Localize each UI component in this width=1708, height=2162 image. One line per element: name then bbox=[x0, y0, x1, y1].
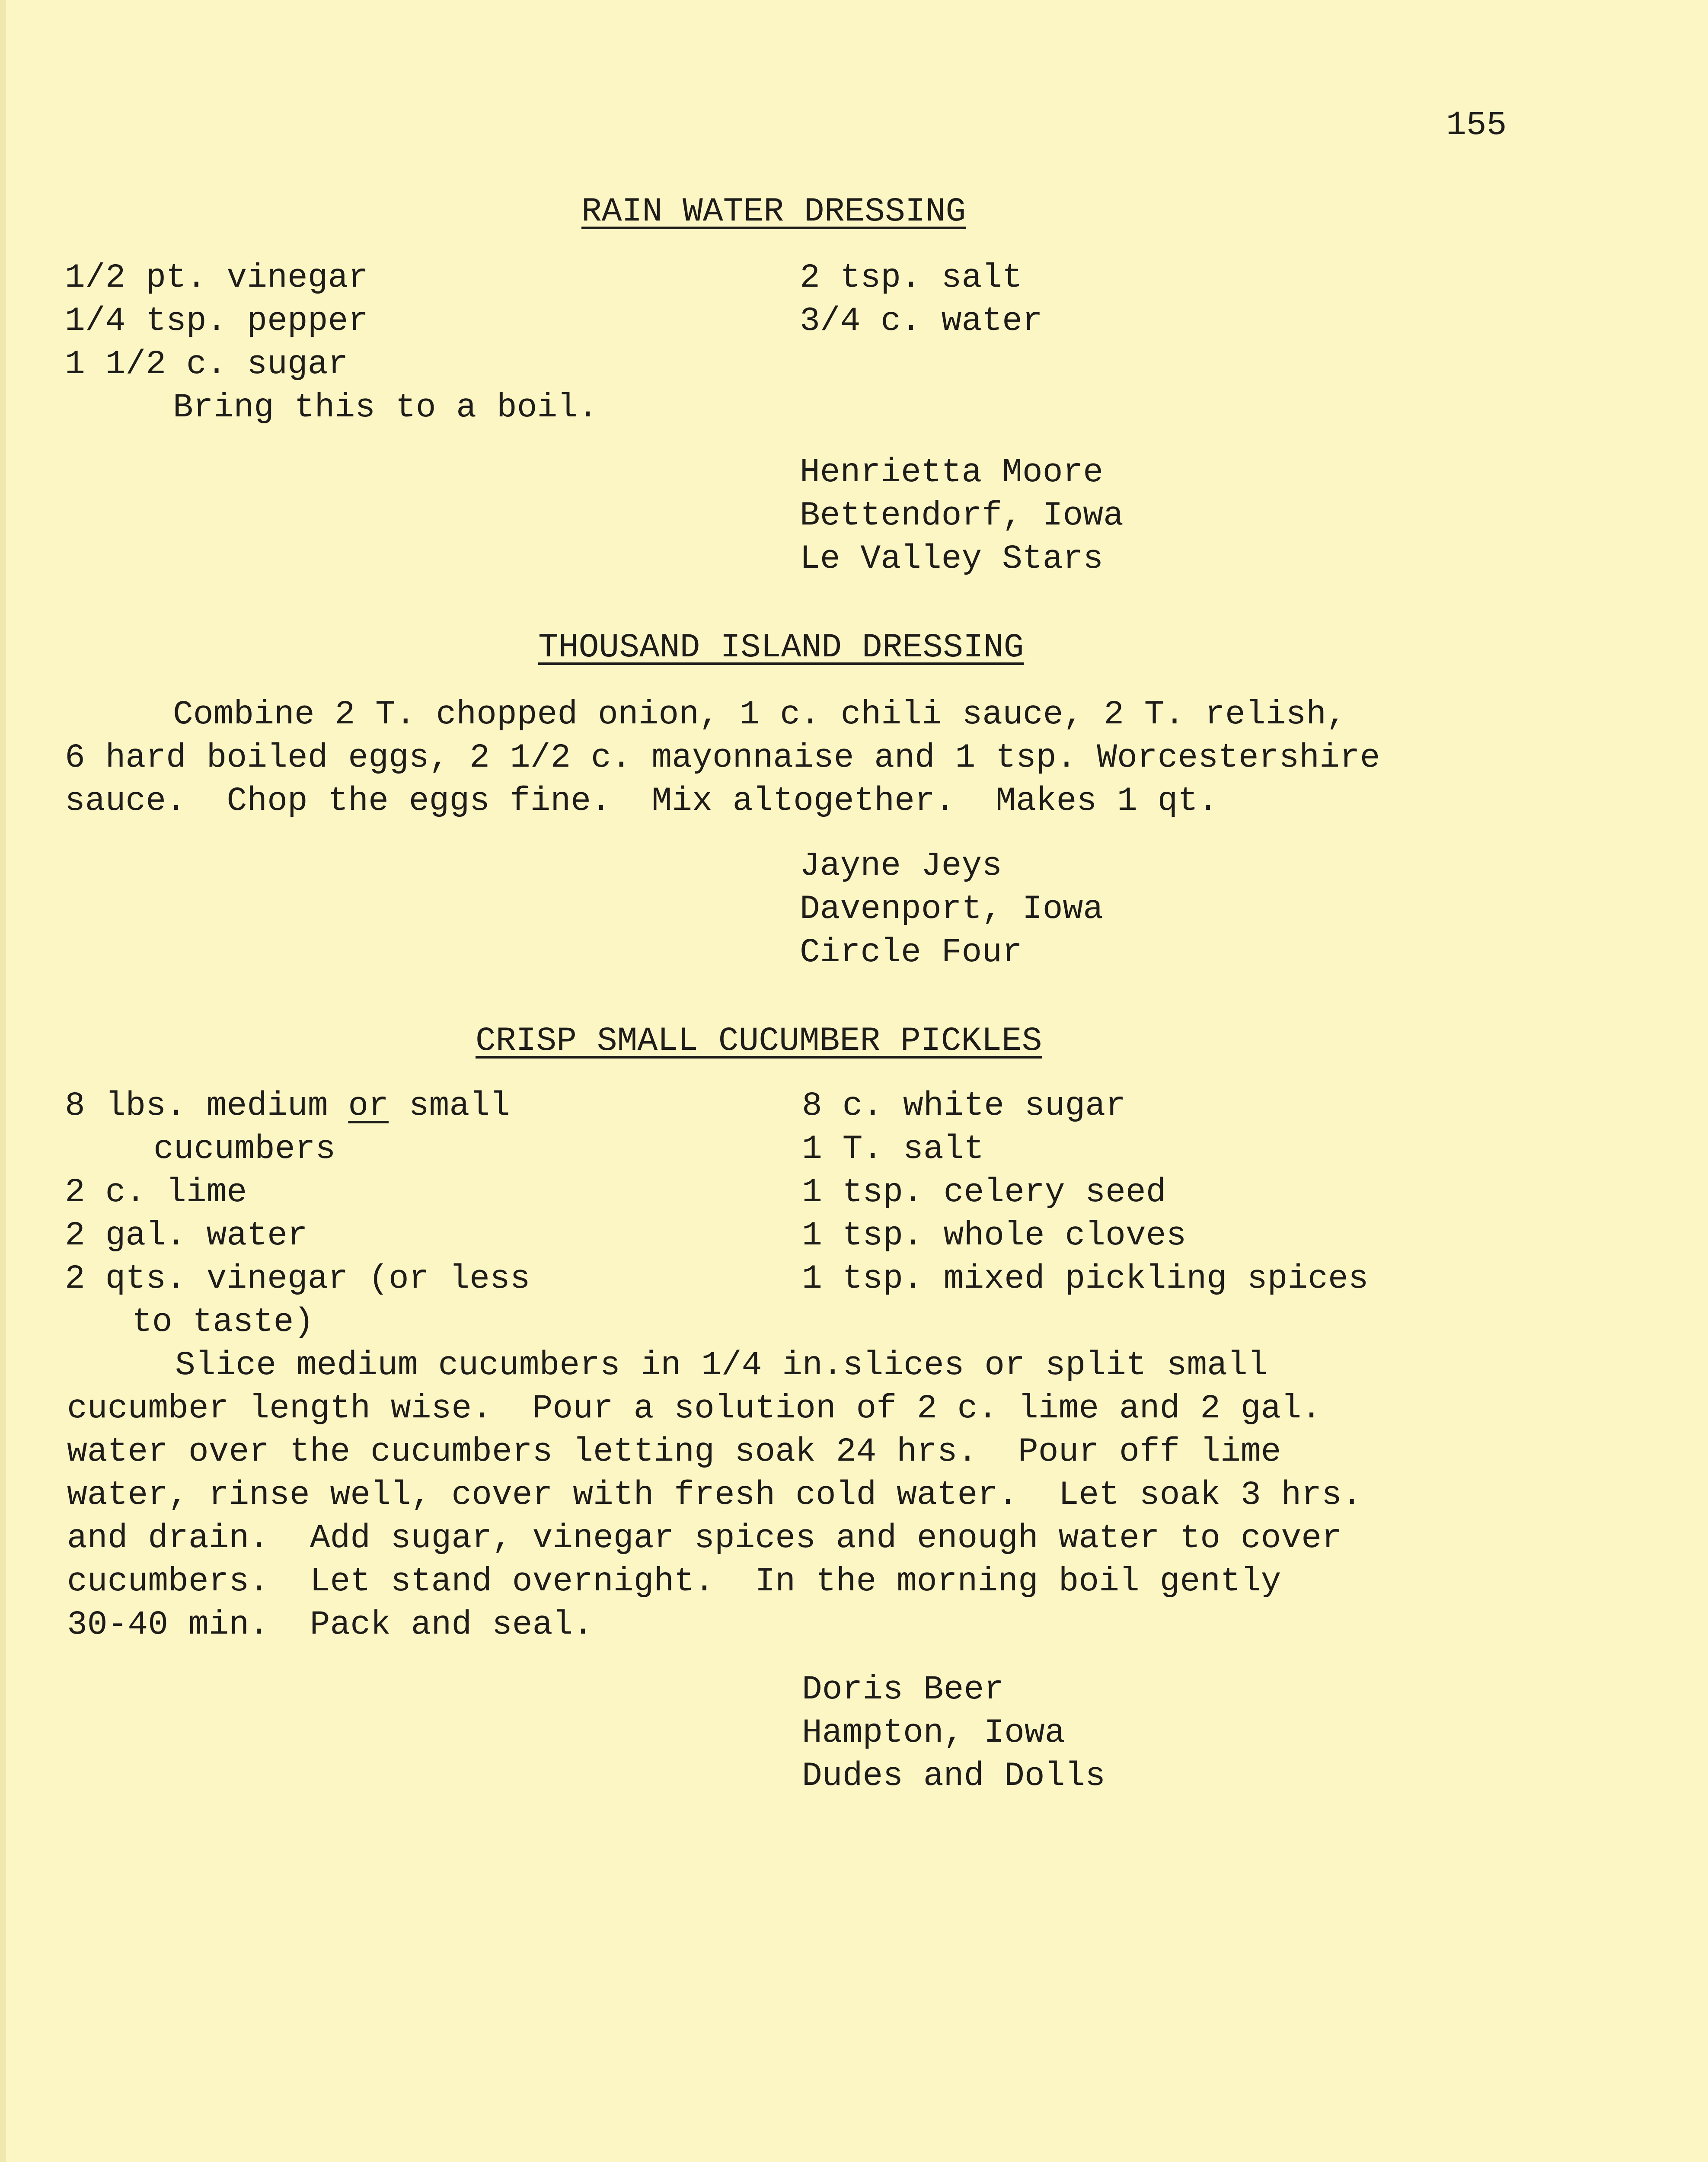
recipe-title-rain-water: RAIN WATER DRESSING bbox=[581, 193, 966, 231]
paragraph-line: 30-40 min. Pack and seal. bbox=[67, 1606, 593, 1644]
paragraph-line: water, rinse well, cover with fresh cold water. Let soak 3 hrs. bbox=[67, 1476, 1362, 1514]
credit-club: Dudes and Dolls bbox=[802, 1757, 1106, 1795]
ingredient: 1 1/2 c. sugar bbox=[65, 345, 348, 384]
credit-club: Le Valley Stars bbox=[800, 540, 1104, 578]
paragraph-line: water over the cucumbers letting soak 24 hrs. Pour off lime bbox=[67, 1433, 1281, 1471]
credit-name: Doris Beer bbox=[802, 1671, 1005, 1709]
ingredient: 1 T. salt bbox=[802, 1130, 984, 1168]
ingredient-part: 8 lbs. medium bbox=[65, 1087, 348, 1125]
credit-club: Circle Four bbox=[800, 934, 1022, 972]
ingredient: 8 c. white sugar bbox=[802, 1087, 1126, 1125]
ingredient bbox=[65, 1084, 510, 1128]
paragraph-line: and drain. Add sugar, vinegar spices and enough water to cover bbox=[67, 1519, 1342, 1558]
ingredient: 1 tsp. mixed pickling spices bbox=[802, 1260, 1369, 1298]
paragraph-line: cucumber length wise. Pour a solution of 2 c. lime and 2 gal. bbox=[67, 1390, 1322, 1428]
ingredient: 2 tsp. salt bbox=[800, 259, 1022, 297]
paragraph-line: Slice medium cucumbers in 1/4 in.slices or split small bbox=[175, 1346, 1268, 1385]
paragraph-line: 6 hard boiled eggs, 2 1/2 c. mayonnaise and 1 tsp. Worcestershire bbox=[65, 739, 1380, 777]
ingredient: 1 tsp. celery seed bbox=[802, 1174, 1166, 1212]
credit-name: Jayne Jeys bbox=[800, 847, 1002, 885]
paragraph-line: cucumbers. Let stand overnight. In the morning boil gently bbox=[67, 1563, 1281, 1601]
underlined-or: or bbox=[348, 1087, 389, 1125]
recipe-title-pickles: CRISP SMALL CUCUMBER PICKLES bbox=[476, 1022, 1042, 1060]
ingredient: 1/2 pt. vinegar bbox=[65, 259, 369, 297]
credit-location: Davenport, Iowa bbox=[800, 890, 1104, 928]
credit-location: Hampton, Iowa bbox=[802, 1714, 1065, 1752]
paragraph-line: Combine 2 T. chopped onion, 1 c. chili sauce, 2 T. relish, bbox=[173, 696, 1347, 734]
credit-location: Bettendorf, Iowa bbox=[800, 497, 1124, 535]
recipe-title-thousand-island: THOUSAND ISLAND DRESSING bbox=[538, 629, 1024, 667]
ingredient-continuation: cucumbers bbox=[153, 1130, 336, 1168]
page-binding-edge bbox=[0, 0, 6, 2162]
credit-name: Henrietta Moore bbox=[800, 454, 1104, 492]
ingredient: 2 qts. vinegar (or less bbox=[65, 1260, 530, 1298]
ingredient: 2 c. lime bbox=[65, 1174, 247, 1212]
ingredient: 3/4 c. water bbox=[800, 302, 1043, 340]
ingredient: 1/4 tsp. pepper bbox=[65, 302, 369, 340]
ingredient-part: small bbox=[388, 1087, 510, 1125]
rain-water-instruction: Bring this to a boil. bbox=[173, 389, 598, 427]
page-number: 155 bbox=[1446, 106, 1507, 144]
ingredient: 1 tsp. whole cloves bbox=[802, 1217, 1187, 1255]
ingredient: 2 gal. water bbox=[65, 1217, 308, 1255]
paragraph-line: sauce. Chop the eggs fine. Mix altogether. Makes 1 qt. bbox=[65, 782, 1219, 820]
ingredient-continuation: to taste) bbox=[132, 1303, 314, 1341]
